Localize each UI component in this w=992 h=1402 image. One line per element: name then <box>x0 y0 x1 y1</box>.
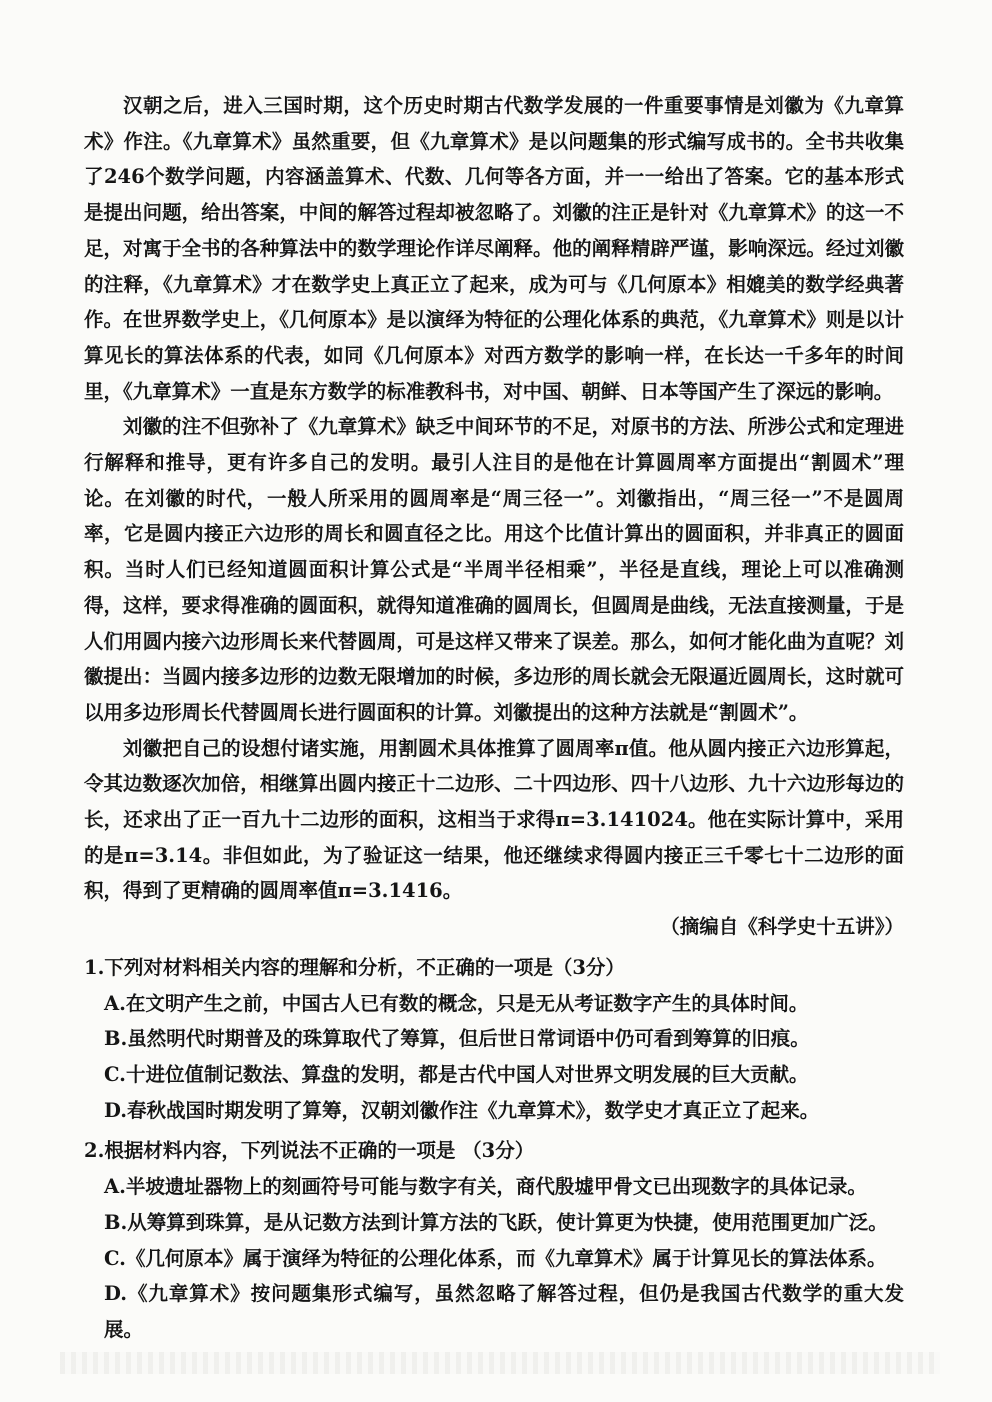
question-1-option-d: D.春秋战国时期发明了算筹，汉朝刘徽作注《九章算术》，数学史才真正立了起来。 <box>104 1098 820 1122</box>
question-2-option-b: B.从筹算到珠算，是从记数方法到计算方法的飞跃，使计算更为快捷，使用范围更加广泛。 <box>104 1210 888 1234</box>
question-2 <box>84 1133 904 1347</box>
question-1-option-b: B.虽然明代时期普及的珠算取代了筹算，但后世日常词语中仍可看到筹算的旧痕。 <box>104 1027 810 1051</box>
question-2-option-d: D.《九章算术》按问题集形式编写，虽然忽略了解答过程，但仍是我国古代数学的重大发展。 <box>104 1282 904 1341</box>
passage-paragraph-3: 刘徽把自己的设想付诸实施，用割圆术具体推算了圆周率π值。他从圆内接正六边形算起，令其边数逐次加倍，相继算出圆内接正十二边形、二十四边形、四十八边形、九十六边形每边的长，还求出了正一百九十二边形的面积，这相当于求得π=3.141024。他在实际计算中，采用的是π=3.14。非但如此，为了验证这一结果，他还继续求得圆内接正三千零七十二边形的面积，得到了更精确的圆周率值π=3.1416。 <box>84 736 904 903</box>
question-1-option-a: A.在文明产生之前，中国古人已有数的概念，只是无从考证数字产生的具体时间。 <box>104 991 809 1015</box>
question-2-stem: 2.根据材料内容，下列说法不正确的一项是 （3分） <box>84 1139 535 1163</box>
source-citation: （摘编自《科学史十五讲》） <box>660 915 904 939</box>
question-2-option-c: C.《几何原本》属于演绎为特征的公理化体系，而《九章算术》属于计算见长的算法体系。 <box>104 1246 887 1270</box>
question-2-option-a: A.半坡遗址器物上的刻画符号可能与数字有关，商代殷墟甲骨文已出现数字的具体记录。 <box>104 1175 867 1199</box>
question-1-stem: 1.下列对材料相关内容的理解和分析，不正确的一项是（3分） <box>84 955 625 979</box>
question-1 <box>84 950 904 1129</box>
passage-paragraph-1: 汉朝之后，进入三国时期，这个历史时期古代数学发展的一件重要事情是刘徽为《九章算术》作注。《九章算术》虽然重要，但《九章算术》是以问题集的形式编写成书的。全书共收集了246个数学问题，内容涵盖算术、代数、几何等各方面，并一一给出了答案。它的基本形式是提出问题，给出答案，中间的解答过程却被忽略了。刘徽的注正是针对《九章算术》的这一不足，对寓于全书的各种算法中的数学理论作详尽阐释。他的阐释精辟严谨，影响深远。经过刘徽的注释，《九章算术》才在数学史上真正立了起来，成为可与《几何原本》相媲美的数学经典著作。在世界数学史上，《几何原本》是以演绎为特征的公理化体系的典范，《九章算术》则是以计算见长的算法体系的代表，如同《几何原本》对西方数学的影响一样，在长达一千多年的时间里，《九章算术》一直是东方数学的标准教科书，对中国、朝鲜、日本等国产生了深远的影响。 <box>84 94 904 403</box>
scan-noise-strip <box>60 1352 940 1374</box>
reading-content <box>84 88 904 1348</box>
question-1-option-c: C.十进位值制记数法、算盘的发明，都是古代中国人对世界文明发展的巨大贡献。 <box>104 1062 809 1086</box>
passage-paragraph-2: 刘徽的注不但弥补了《九章算术》缺乏中间环节的不足，对原书的方法、所涉公式和定理进行解释和推导，更有许多自己的发明。最引人注目的是他在计算圆周率方面提出“割圆术”理论。在刘徽的时代，一般人所采用的圆周率是“周三径一”。刘徽指出，“周三径一”不是圆周率，它是圆内接正六边形的周长和圆直径之比。用这个比值计算出的圆面积，并非真正的圆面积。当时人们已经知道圆面积计算公式是“半周半径相乘”，半径是直线，理论上可以准确测得，这样，要求得准确的圆面积，就得知道准确的圆周长，但圆周是曲线，无法直接测量，于是人们用圆内接六边形周长来代替圆周，可是这样又带来了误差。那么，如何才能化曲为直呢？刘徽提出：当圆内接多边形的边数无限增加的时候，多边形的周长就会无限逼近圆周长，这时就可以用多边形周长代替圆周长进行圆面积的计算。刘徽提出的这种方法就是“割圆术”。 <box>84 415 904 724</box>
